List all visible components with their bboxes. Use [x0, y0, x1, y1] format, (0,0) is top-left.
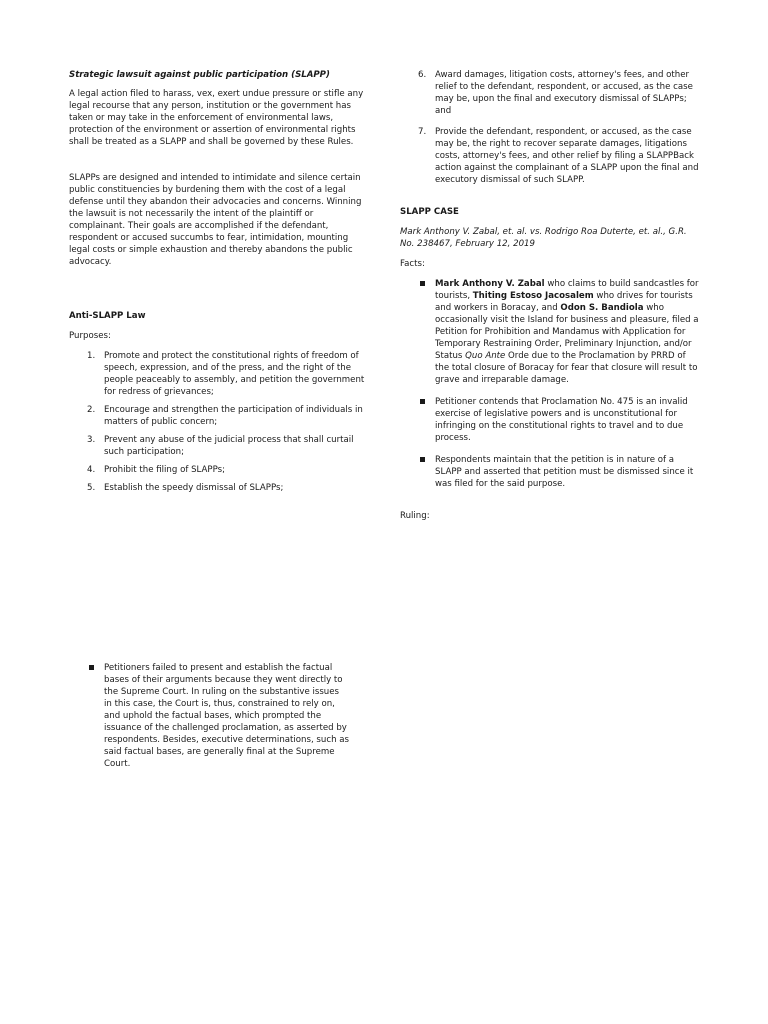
facts-label: Facts: — [400, 259, 425, 269]
slapp-purpose-paragraph: SLAPPs are designed and intended to intimidate and silence certain public constituencies by burdening them with the cost of a legal defense until they abandon their advocacies and concerns. Winning the lawsuit is not necessarily the intent of the plaintiff or complainant. Their goals are accomplished if the defendant, respondent or accused succumbs to fear, intimidation, mounting legal costs or simple exhaustion and thereby abandons the public advocacy. — [69, 173, 362, 267]
purposes-label: Purposes: — [69, 331, 111, 341]
list-item: 5. Establish the speedy dismissal of SLAPPs; — [87, 483, 284, 493]
list-item: Respondents maintain that the petition is in nature of a SLAPP and asserted that petition must be dismissed since it was filed for the said purpose. — [400, 454, 700, 490]
anti-slapp-heading: Anti-SLAPP Law — [69, 311, 146, 321]
document-title: Strategic lawsuit against public participation (SLAPP) — [69, 70, 330, 80]
list-item — [69, 662, 349, 770]
facts-list — [400, 278, 700, 490]
left-column-purpose — [69, 172, 368, 268]
list-item: Mark Anthony V. Zabal who claims to build sandcastles for tourists, Thiting Estoso Jacosalem who drives for tourists and workers in Boracay, and Odon S. Bandiola who occasionally visit the Island for business and pleasure, filed a Petition for Prohibition and Mandamus with Application for Temporary Restraining Order, Preliminary Injunction, and/or Status Quo Ante Orde due to the Proclamation by PRRD of the total closure of Boracay for fear that closure will result to grave and irreparable damage. — [400, 278, 700, 386]
left-column — [69, 69, 368, 148]
ruling-bullet-block — [69, 662, 349, 776]
list-item: 6. Award damages, litigation costs, attorney's fees, and other relief to the defendant, respondent, or accused, as the case may be, upon the final and executory dismissal of SLAPPs; and — [418, 70, 693, 116]
list-item: 1. Promote and protect the constitutional rights of freedom of speech, expression, and of the press, and the right of the people peaceably to assembly, and petition the government for redress of grievances; — [87, 351, 365, 397]
list-item: 4. Prohibit the filing of SLAPPs; — [87, 465, 225, 475]
slapp-definition: A legal action filed to harass, vex, exert undue pressure or stifle any legal recourse that any person, institution or the government has taken or may take in the enforcement of environmental laws, protection of the environment or assertion of environmental rights shall be treated as a SLAPP and shall be governed by these Rules. — [69, 89, 364, 147]
list-item: 2. Encourage and strengthen the participation of individuals in matters of public concern; — [87, 405, 363, 427]
list-item: 7. Provide the defendant, respondent, or accused, as the case may be, the right to recover separate damages, litigations costs, attorney's fees, and other relief by filing a SLAPPBack action against the complainant of a SLAPP upon the final and executory dismissal of such SLAPP. — [418, 127, 699, 185]
slapp-case-heading: SLAPP CASE — [400, 207, 459, 217]
ruling-list — [69, 662, 349, 770]
purposes-list-continued — [400, 69, 700, 186]
ruling-text: Petitioners failed to present and establish the factual bases of their arguments because they went directly to the Supreme Court. In ruling on the substantive issues in this case, the Court is, thus, constrained to rely on, and uphold the factual bases, which prompted the issuance of the challenged proclamation, as asserted by respondents. Besides, executive determinations, such as said factual bases, are generally final at the Supreme Court. — [104, 663, 350, 769]
bullet-icon — [420, 457, 425, 462]
slapp-case-section — [400, 206, 700, 496]
left-column-law — [69, 310, 368, 500]
bullet-icon — [420, 399, 425, 404]
ruling-section — [400, 510, 700, 522]
list-item: 3. Prevent any abuse of the judicial process that shall curtail such participation; — [87, 435, 354, 457]
case-citation: Mark Anthony V. Zabal, et. al. vs. Rodrigo Roa Duterte, et. al., G.R. No. 238467, February 12, 2019 — [400, 227, 687, 249]
list-item: Petitioner contends that Proclamation No. 475 is an invalid exercise of legislative powers and is unconstitutional for infringing on the constitutional rights to travel and to due process. — [400, 396, 700, 444]
purposes-list — [69, 350, 368, 494]
bullet-icon — [89, 665, 94, 670]
ruling-label: Ruling: — [400, 511, 430, 521]
right-column — [400, 69, 700, 192]
bullet-icon — [420, 281, 425, 286]
